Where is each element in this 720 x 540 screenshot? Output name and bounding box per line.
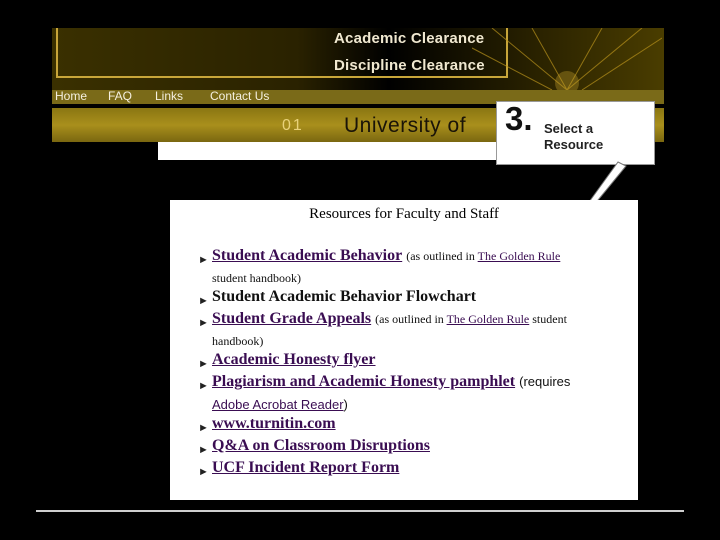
- discipline-clearance-link[interactable]: Discipline Clearance: [334, 57, 485, 74]
- academic-clearance-link[interactable]: Academic Clearance: [334, 30, 485, 47]
- bullet-icon: ►: [198, 254, 209, 266]
- nav-home[interactable]: Home: [55, 89, 88, 103]
- bullet-icon: ►: [198, 466, 209, 478]
- decorative-rays: [472, 28, 662, 90]
- resources-panel: [170, 200, 638, 500]
- golden-rule-link[interactable]: The Golden Rule: [477, 249, 561, 263]
- honesty-flyer-link[interactable]: Academic Honesty flyer: [212, 351, 376, 368]
- turnitin-link[interactable]: www.turnitin.com: [212, 415, 336, 432]
- note-text: ): [343, 397, 348, 412]
- step-text-line2: Resource: [544, 137, 604, 152]
- bullet-icon: ►: [198, 317, 209, 329]
- list-item: [212, 373, 622, 391]
- note-text: (requires: [519, 374, 571, 389]
- bottom-divider: [36, 510, 684, 512]
- classroom-disruptions-link[interactable]: Q&A on Classroom Disruptions: [212, 437, 430, 454]
- note-text: student: [529, 312, 567, 326]
- bullet-icon: ►: [198, 444, 209, 456]
- resources-title: Resources for Faculty and Staff: [309, 206, 499, 222]
- list-item: [212, 247, 622, 265]
- step-text: [544, 121, 644, 153]
- note-text: (as outlined in: [375, 312, 447, 326]
- bullet-icon: ►: [198, 358, 209, 370]
- note-continuation: [212, 396, 622, 414]
- step-number: 3.: [505, 100, 533, 137]
- list-item: [212, 288, 622, 306]
- university-name: University of: [344, 114, 467, 137]
- note-continuation: student handbook): [212, 271, 301, 285]
- bullet-icon: ►: [198, 422, 209, 434]
- list-item: [212, 437, 622, 455]
- step-callout: [496, 101, 655, 165]
- bullet-icon: ►: [198, 380, 209, 392]
- list-item: [212, 415, 622, 433]
- university-number: 01: [282, 117, 304, 134]
- resource-list: [170, 200, 638, 500]
- golden-rule-link[interactable]: The Golden Rule: [446, 312, 530, 326]
- nav-faq[interactable]: FAQ: [108, 89, 133, 103]
- list-item: [212, 459, 622, 477]
- nav-contact-us[interactable]: Contact Us: [210, 89, 270, 103]
- student-academic-behavior-link[interactable]: Student Academic Behavior: [212, 247, 403, 264]
- note-text: (as outlined in: [406, 249, 478, 263]
- acrobat-reader-link[interactable]: Adobe Acrobat Reader: [212, 397, 344, 412]
- list-item: [212, 351, 622, 369]
- plagiarism-pamphlet-link[interactable]: Plagiarism and Academic Honesty pamphlet: [212, 373, 516, 390]
- step-text-line1: Select a: [544, 121, 594, 136]
- header-banner: [52, 28, 664, 90]
- flowchart-label: Student Academic Behavior Flowchart: [212, 288, 477, 305]
- list-item: [212, 310, 622, 328]
- grade-appeals-link[interactable]: Student Grade Appeals: [212, 310, 372, 327]
- bullet-icon: ►: [198, 295, 209, 307]
- note-continuation: handbook): [212, 334, 264, 348]
- incident-report-link[interactable]: UCF Incident Report Form: [212, 459, 400, 476]
- nav-links[interactable]: Links: [155, 89, 184, 103]
